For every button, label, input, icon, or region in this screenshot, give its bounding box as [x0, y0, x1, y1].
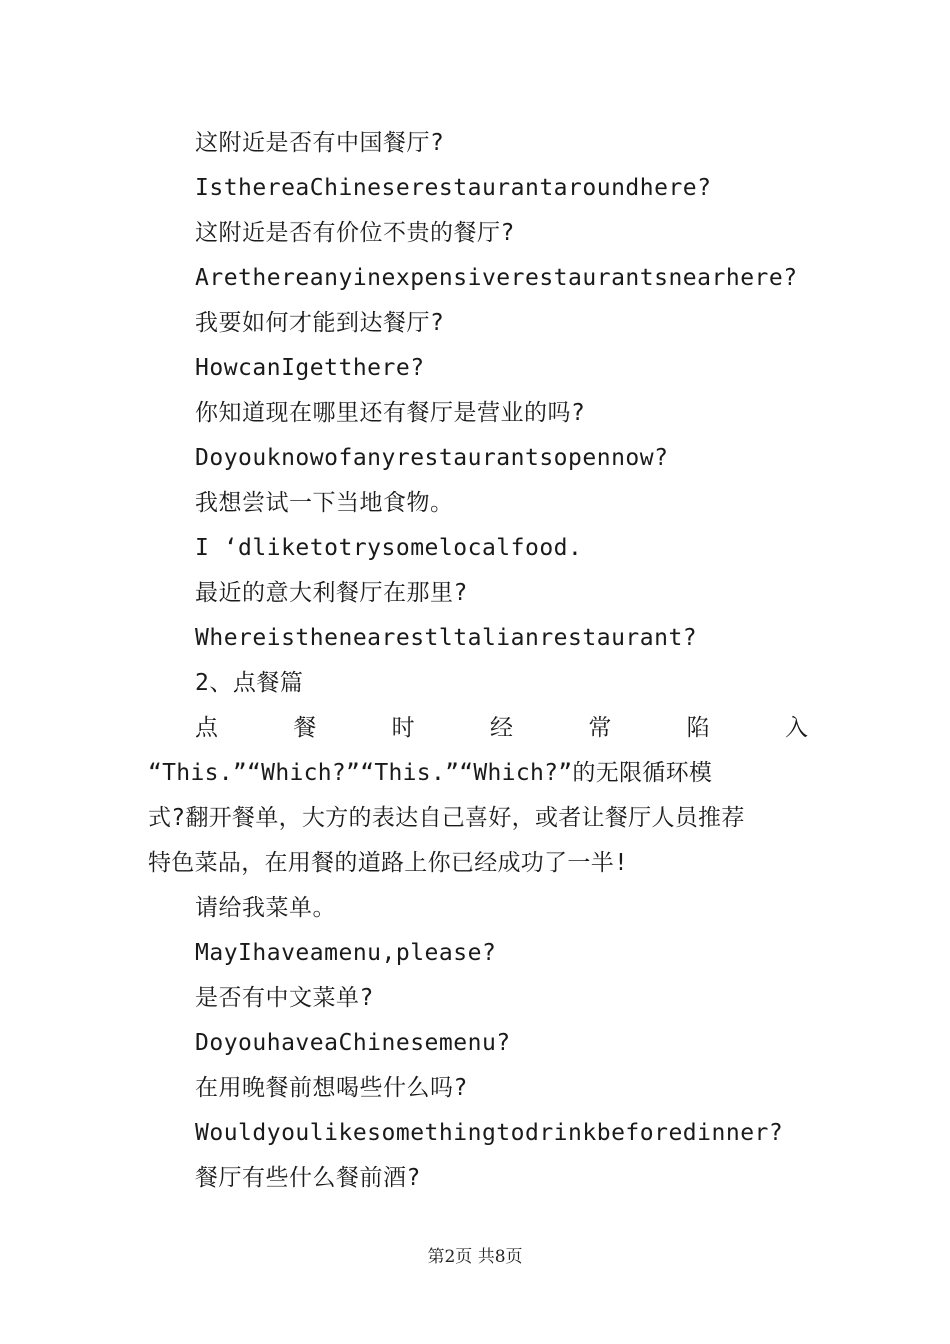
paragraph-line: “This.”“Which?”“This.”“Which?”的无限循环模	[148, 760, 713, 786]
text-line: DoyouhaveaChinesemenu?	[195, 1030, 511, 1056]
text-line: IsthereaChineserestaurantaroundhere?	[195, 175, 712, 201]
text-line: 在用晚餐前想喝些什么吗?	[195, 1075, 468, 1101]
justified-char: 时	[391, 715, 415, 741]
justified-char: 经	[489, 715, 513, 741]
justified-char: 点	[195, 715, 218, 741]
text-line: 我要如何才能到达餐厅?	[195, 310, 445, 336]
text-line: 你知道现在哪里还有餐厅是营业的吗?	[195, 400, 586, 426]
text-line: Wouldyoulikesomethingtodrinkbeforedinner?	[195, 1120, 784, 1146]
paragraph	[148, 751, 808, 886]
page-footer: 第2页 共8页	[427, 1247, 523, 1267]
justified-char: 常	[588, 715, 612, 741]
paragraph-line: 式?翻开餐单，大方的表达自己喜好，或者让餐厅人员推荐	[148, 805, 745, 831]
text-line: 这附近是否有中国餐厅?	[195, 130, 445, 156]
text-line: MayIhaveamenu,please?	[195, 940, 497, 966]
justified-char: 陷	[686, 715, 710, 741]
text-line: Whereisthenearestltalianrestaurant?	[195, 625, 698, 651]
text-line: 请给我菜单。	[195, 895, 336, 921]
text-line: 餐厅有些什么餐前酒?	[195, 1165, 421, 1191]
text-line: Arethereanyinexpensiverestaurantsnearhere?	[195, 265, 798, 291]
text-line: 是否有中文菜单?	[195, 985, 374, 1011]
text-line: 这附近是否有价位不贵的餐厅?	[195, 220, 515, 246]
text-line: I ‘dliketotrysomelocalfood.	[195, 535, 583, 561]
paragraph-line: 特色菜品，在用餐的道路上你已经成功了一半!	[148, 850, 629, 876]
justified-line	[148, 706, 808, 751]
page-content	[148, 121, 808, 1201]
text-line: 我想尝试一下当地食物。	[195, 490, 454, 516]
text-line: 最近的意大利餐厅在那里?	[195, 580, 468, 606]
justified-char: 入	[784, 715, 808, 741]
text-line: HowcanIgetthere?	[195, 355, 425, 381]
text-line: Doyouknowofanyrestaurantsopennow?	[195, 445, 669, 471]
justified-char: 餐	[293, 715, 317, 741]
section-heading: 2、点餐篇	[195, 670, 304, 696]
